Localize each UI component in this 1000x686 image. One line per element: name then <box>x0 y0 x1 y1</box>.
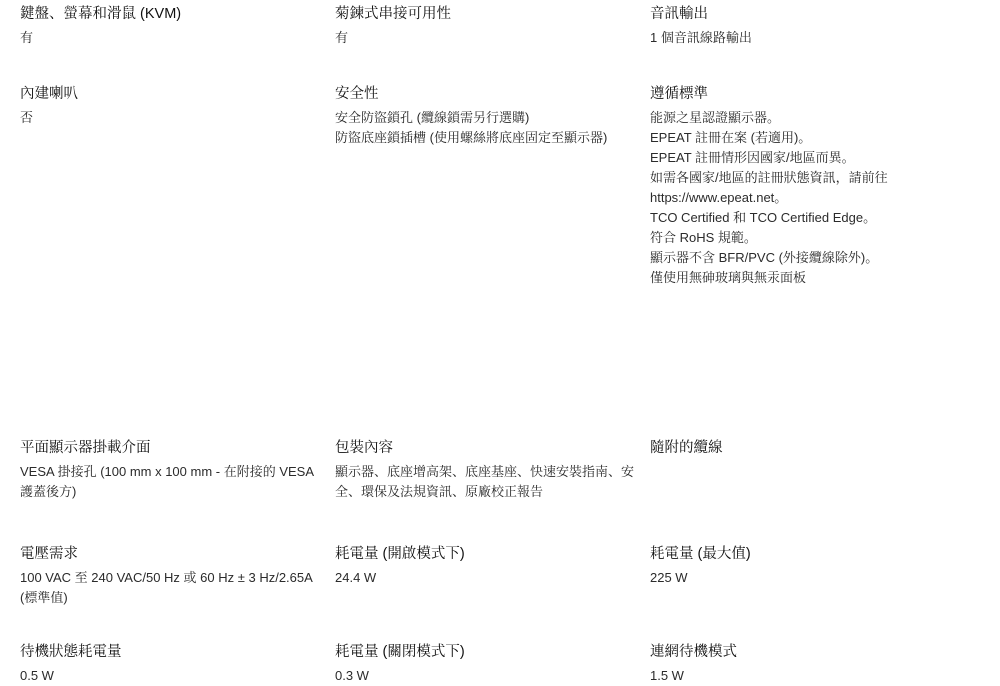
spec-title: 音訊輸出 <box>650 6 708 22</box>
spec-value: EPEAT 註冊在案 (若適用)。 <box>650 130 812 145</box>
spec-included-cables <box>650 438 980 502</box>
spec-value: TCO Certified 和 TCO Certified Edge。 <box>650 210 877 225</box>
spec-packaging-contents <box>335 438 650 502</box>
spec-daisy-chain <box>335 0 650 48</box>
spec-title: 電壓需求 <box>20 546 78 562</box>
spec-voltage-requirement <box>20 544 335 608</box>
spec-value: 如需各國家/地區的註冊狀態資訊，請前往 <box>650 170 888 185</box>
spec-value: 能源之星認證顯示器。 <box>650 110 781 125</box>
spec-title: 耗電量 (最大值) <box>650 546 751 562</box>
spec-title: 內建喇叭 <box>20 86 78 102</box>
spec-row <box>20 438 980 502</box>
spec-title: 鍵盤、螢幕和滑鼠 (KVM) <box>20 6 182 22</box>
spec-value: 有 <box>335 30 349 45</box>
spec-value: 顯示器不含 BFR/PVC (外接纜線除外)。 <box>650 250 879 265</box>
spec-value: 225 W <box>650 570 688 585</box>
spec-title: 包裝內容 <box>335 440 393 456</box>
spec-title: 平面顯示器掛載介面 <box>20 440 151 456</box>
spec-row <box>20 642 980 686</box>
spec-title: 隨附的纜線 <box>650 440 723 456</box>
spec-row <box>20 0 980 48</box>
spec-compliance-standards <box>650 84 980 288</box>
spec-title: 耗電量 (開啟模式下) <box>335 546 465 562</box>
spec-security <box>335 84 650 288</box>
spec-value: 防盜底座鎖插槽 (使用螺絲將底座固定至顯示器) <box>335 130 608 145</box>
spec-title: 菊鍊式串接可用性 <box>335 6 451 22</box>
spec-networked-standby <box>650 642 980 686</box>
spec-kvm <box>20 0 335 48</box>
spec-value: 0.3 W <box>335 668 369 683</box>
spec-builtin-speakers <box>20 84 335 288</box>
spec-title: 安全性 <box>335 86 379 102</box>
spec-value: 安全防盜鎖孔 (纜線鎖需另行選購) <box>335 110 530 125</box>
spec-value: https://www.epeat.net。 <box>650 190 788 205</box>
spec-standby-power <box>20 642 335 686</box>
spec-row <box>20 84 980 288</box>
spec-value: EPEAT 註冊情形因國家/地區而異。 <box>650 150 855 165</box>
spec-value: 顯示器、底座增高架、底座基座、快速安裝指南、安 <box>335 464 635 479</box>
spec-power-consumption-off <box>335 642 650 686</box>
spec-value: 護蓋後方) <box>20 484 77 499</box>
spec-row <box>20 544 980 608</box>
spec-value: 符合 RoHS 規範。 <box>650 230 757 245</box>
spec-value: 有 <box>20 30 34 45</box>
spec-title: 耗電量 (關閉模式下) <box>335 644 465 660</box>
spec-audio-output <box>650 0 980 48</box>
spec-value: 0.5 W <box>20 668 54 683</box>
spec-value: 100 VAC 至 240 VAC/50 Hz 或 60 Hz ± 3 Hz/2.65A <box>20 570 313 585</box>
spec-value: (標準值) <box>20 590 68 605</box>
spec-title: 待機狀態耗電量 <box>20 644 122 660</box>
spec-flat-panel-mount <box>20 438 335 502</box>
spec-value: 1.5 W <box>650 668 684 683</box>
spec-value: 僅使用無砷玻璃與無汞面板 <box>650 270 807 285</box>
spec-power-consumption-on <box>335 544 650 608</box>
spec-value: 24.4 W <box>335 570 377 585</box>
spec-power-consumption-max <box>650 544 980 608</box>
spec-value: 否 <box>20 110 34 125</box>
spec-value: 1 個音訊線路輸出 <box>650 30 752 45</box>
spec-value: VESA 掛接孔 (100 mm x 100 mm - 在附接的 VESA <box>20 464 315 479</box>
spec-title: 遵循標準 <box>650 86 708 102</box>
spec-title: 連網待機模式 <box>650 644 737 660</box>
spec-value: 全、環保及法規資訊、原廠校正報告 <box>335 484 544 499</box>
